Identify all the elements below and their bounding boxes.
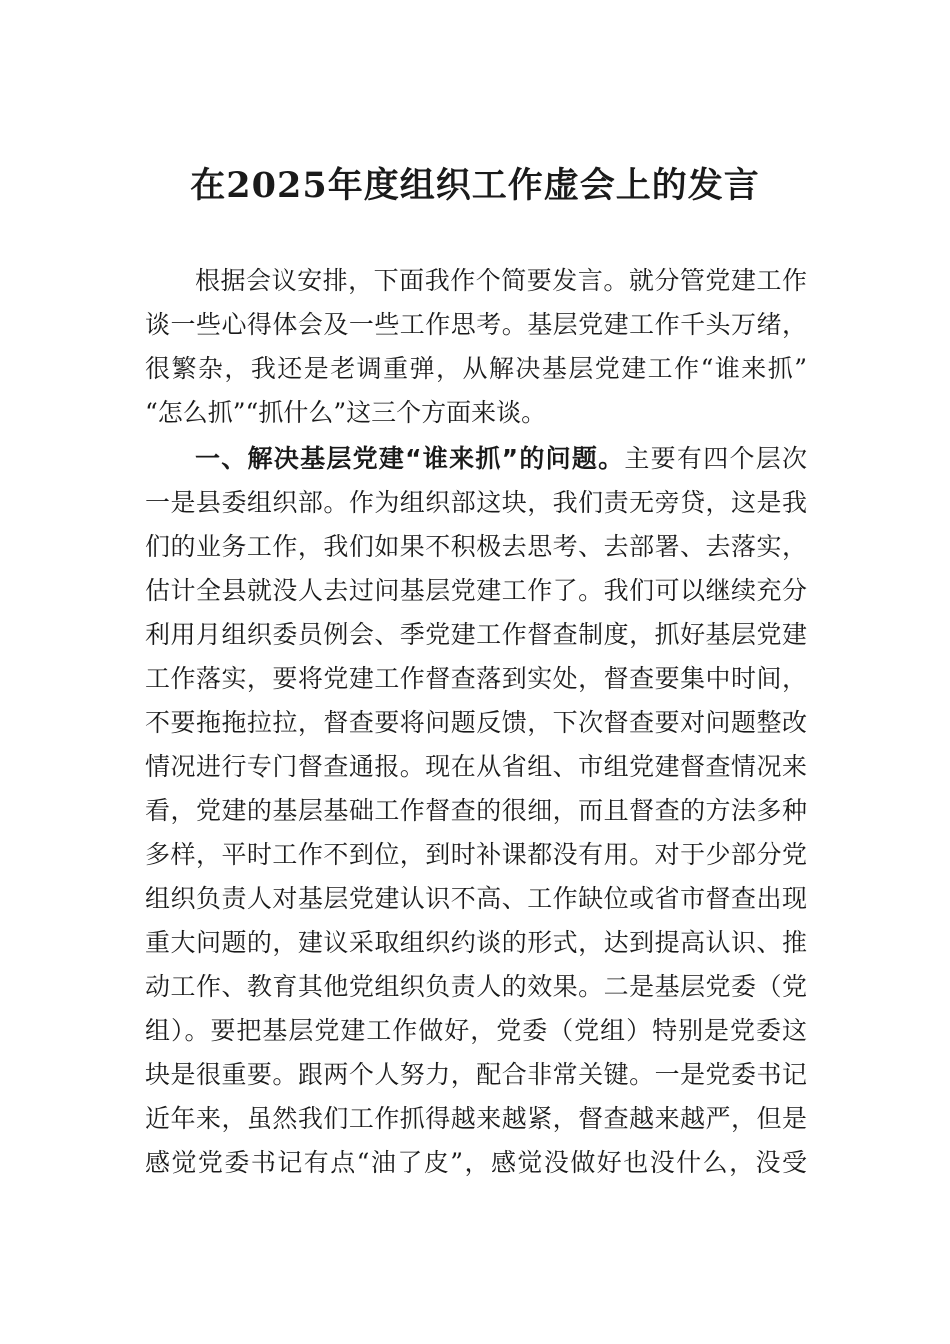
paragraph-2-line: 近年来，虽然我们工作抓得越来越紧，督查越来越严，但是 <box>145 1104 807 1133</box>
paragraph-2-line: 不要拖拖拉拉，督查要将问题反馈，下次督查要对问题整改 <box>145 708 807 737</box>
paragraph-2-line: 工作落实，要将党建工作督查落到实处，督查要集中时间， <box>145 664 807 693</box>
paragraph-2-line: 情况进行专门督查通报。现在从省组、市组党建督查情况来 <box>145 752 807 781</box>
paragraph-1-line-1: 根据会议安排，下面我作个简要发言。就分管党建工作 <box>195 266 807 295</box>
paragraph-2-line: 重大问题的，建议采取组织约谈的形式，达到提高认识、推 <box>145 928 807 957</box>
paragraph-2-line: 组）。要把基层党建工作做好，党委（党组）特别是党委这 <box>145 1016 807 1045</box>
paragraph-2-line: 动工作、教育其他党组织负责人的效果。二是基层党委（党 <box>145 972 807 1001</box>
paragraph-1-line-3: 很繁杂，我还是老调重弹，从解决基层党建工作“谁来抓” <box>145 354 807 383</box>
paragraph-1-line-2: 谈一些心得体会及一些工作思考。基层党建工作千头万绪， <box>145 310 807 339</box>
paragraph-2-line: 块是很重要。跟两个人努力，配合非常关键。一是党委书记 <box>145 1060 807 1089</box>
paragraph-2-line: 组织负责人对基层党建认识不高、工作缺位或省市督查出现 <box>145 884 807 913</box>
section-heading-continuation: 主要有四个层次 <box>624 444 807 473</box>
section-heading: 一、解决基层党建“谁来抓”的问题。 <box>195 444 625 473</box>
paragraph-2-line: 看，党建的基层基础工作督查的很细，而且督查的方法多种 <box>145 796 807 825</box>
document-title: 在2025年度组织工作虚会上的发言 <box>190 165 760 206</box>
paragraph-2-line: 估计全县就没人去过问基层党建工作了。我们可以继续充分 <box>145 576 807 605</box>
paragraph-2-line: 一是县委组织部。作为组织部这块，我们责无旁贷，这是我 <box>145 488 807 517</box>
paragraph-2-line: 感觉党委书记有点“油了皮”，感觉没做好也没什么，没受 <box>145 1148 807 1177</box>
paragraph-2-line-1 <box>195 437 807 481</box>
paragraph-2-line: 利用月组织委员例会、季党建工作督查制度，抓好基层党建 <box>145 620 807 649</box>
paragraph-2-line: 多样，平时工作不到位，到时补课都没有用。对于少部分党 <box>145 840 807 869</box>
paragraph-2-line: 们的业务工作，我们如果不积极去思考、去部署、去落实， <box>145 532 807 561</box>
paragraph-1-line-4: “怎么抓”“抓什么”这三个方面来谈。 <box>145 398 547 427</box>
